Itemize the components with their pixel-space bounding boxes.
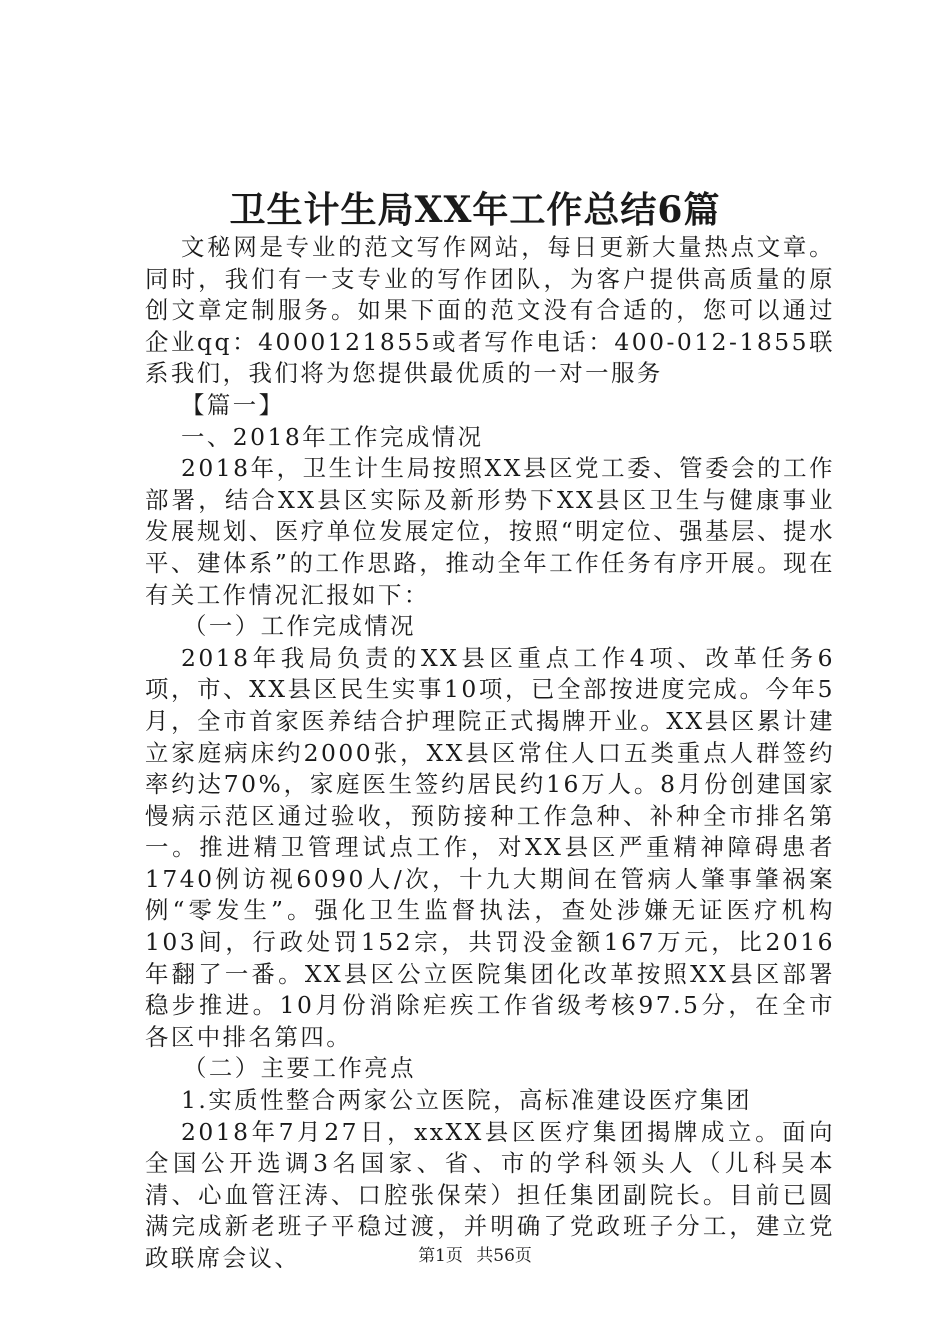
highlight-item-1-heading: 1.实质性整合两家公立医院，高标准建设医疗集团	[181, 1086, 753, 1115]
intro-paragraph: 文秘网是专业的范文写作网站，每日更新大量热点文章。同时，我们有一支专业的写作团队，为客户提供高质量的原创文章定制服务。如果下面的范文没有合适的，您可以通过企业qq：4000121855或者写作电话：400-012-1855联系我们，我们将为您提供最优质的一对一服务	[145, 233, 835, 388]
paragraph-overview: 2018年，卫生计生局按照XX县区党工委、管委会的工作部署，结合XX县区实际及新形势下XX县区卫生与健康事业发展规划、医疗单位发展定位，按照“明定位、强基层、提水平、建体系”的工作思路，推动全年工作任务有序开展。现在有关工作情况汇报如下：	[145, 454, 835, 609]
paragraph-completion-details: 2018年我局负责的XX县区重点工作4项、改革任务6项，市、XX县区民生实事10项，已全部按进度完成。今年5月，全市首家医养结合护理院正式揭牌开业。XX县区累计建立家庭病床约2000张，XX县区常住人口五类重点人群签约率约达70%，家庭医生签约居民约16万人。8月份创建国家慢病示范区通过验收，预防接种工作急种、补种全市排名第一。推进精卫管理试点工作，对XX县区严重精神障碍患者1740例访视6090人/次，十九大期间在管病人肇事肇祸案例“零发生”。强化卫生监督执法，查处涉嫌无证医疗机构103间，行政处罚152宗，共罚没金额167万元，比2016年翻了一番。XX县区公立医院集团化改革按照XX县区部署稳步推进。10月份消除疟疾工作省级考核97.5分，在全市各区中排名第四。	[145, 643, 835, 1051]
page-number: 第1页	[418, 1246, 463, 1266]
paragraph-medical-group: 2018年7月27日，xxXX县区医疗集团揭牌成立。面向全国公开选调3名国家、省、市的学科领头人（儿科吴本清、心血管汪涛、口腔张保荣）担任集团副院长。目前已圆满完成新老班子平稳过渡，并明确了党政班子分工，建立党政联席会议、	[145, 1117, 835, 1272]
heading-work-completion-2018: 一、2018年工作完成情况	[181, 422, 484, 451]
page-total: 共56页	[476, 1246, 532, 1266]
subheading-completion-status: （一）工作完成情况	[183, 612, 417, 641]
document-body	[145, 232, 835, 1275]
document-title: 卫生计生局XX年工作总结6篇	[229, 189, 721, 231]
subheading-highlights: （二）主要工作亮点	[183, 1054, 417, 1083]
page-footer	[0, 1245, 950, 1267]
section-heading-part-one: 【篇一】	[181, 390, 285, 419]
